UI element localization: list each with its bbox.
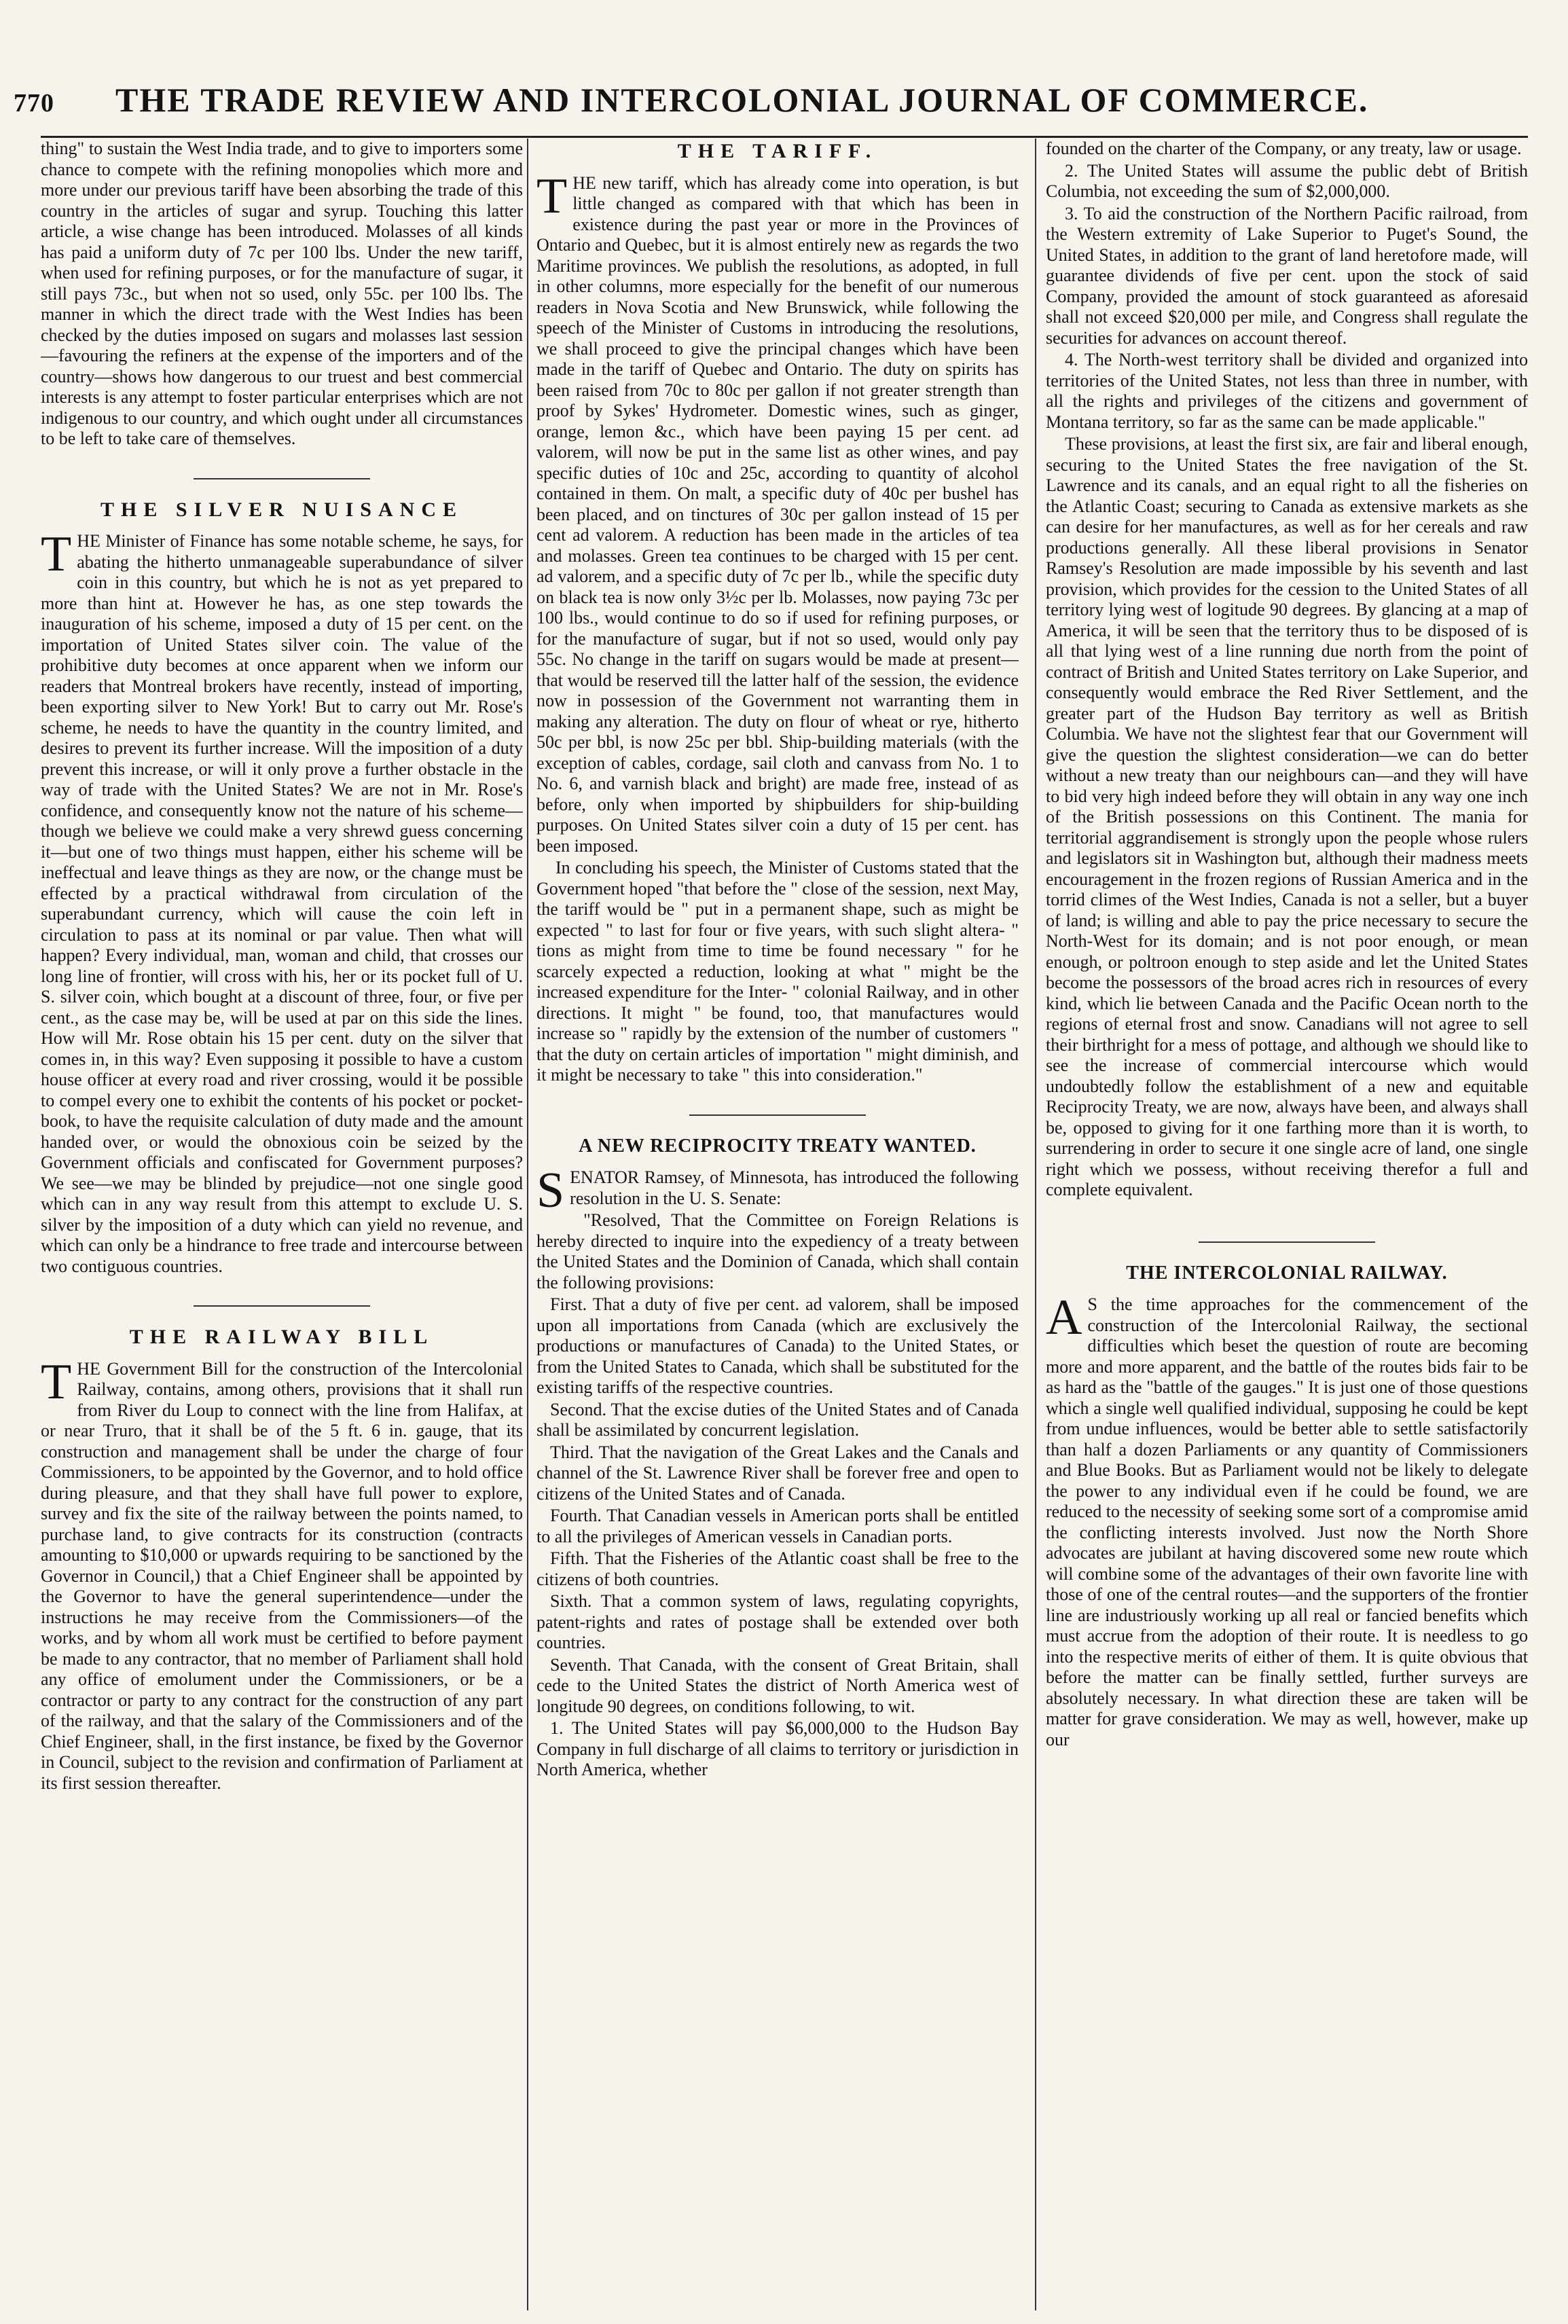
intercolonial-body: AS the time approaches for the commencement of the construction of the Intercolonial Railway, the sectional difficulties which beset the question of route are becoming more and more apparent, and the battle of the routes bids fair to be as hard as the "battle of the gauges." It is just one of those questions which a single well qualified individual, supposing he could be kept from undue influences, would be better able to settle satisfactorily than half a dozen Parliaments or any quantity of Commissioners and Blue Books. But as Parliament would not be likely to delegate the power to any individual even if he could be found, we are reduced to the necessity of seeking some sort of a compromise amid the conflicting interests involved. Just now the North Shore advocates are jubilant at having discovered some new route which will combine some of the advantages of their own favorite line with those of one of the central routes—and the supporters of the frontier line are industriously working up all real or fancied benefits which must accrue from the adoption of their route. It is needless to go into the respective merits of either of them. It is quite obvious that before the matter can be finally settled, further surveys are absolutely necessary. In what direction these are taken will be matter for grave consideration. We may as well, however, make up our: [1046, 1290, 1528, 1749]
article-separator: [1199, 1241, 1375, 1243]
silver-nuisance-heading: THE SILVER NUISANCE: [100, 498, 463, 521]
silver-nuisance-body: THE Minister of Finance has some notable scheme, he says, for abating the hitherto unmanageable superabundance of silver coin in this country, but which he is not as yet prepared to more than hint at. However he has, as one step towards the inauguration of his scheme, imposed a duty of 15 per cent. on the importation of United States silver coin. The value of the prohibitive duty becomes at once apparent when we inform our readers that Montreal brokers have recently, instead of importing, been exporting silver to New York! But to carry out Mr. Rose's scheme, he needs to have the quantity in the country limited, and desires to prevent its further increase. Will the imposition of a duty prevent this increase, or will it only prove a further obstacle in the way of trade with the United States? We are not in Mr. Rose's confidence, and consequently know not the nature of his scheme—though we believe we could make a very shrewd guess concerning it—but one of two things must happen, either his scheme will be ineffectual and leave things as they are now, or the change must be effected by a practical withdrawal from circulation of the superabundant currency, which will cause the coin left in circulation to pass at its nominal or par value. Then what will happen? Every individual, man, woman and child, that crosses our long line of frontier, will cross with his, her or its pocket full of U. S. silver coin, which bought at a discount of three, four, or five per cent., as the case may be, will be used at par on this side the lines. How will Mr. Rose obtain his 15 per cent. duty on the silver that comes in, in this way? Even supposing it possible to have a custom house officer at every road and river crossing, would it be possible to compel every one to exhibit the contents of his pocket or pocket-book, to have the requisite calculation of duty made and the amount handed over, or would the obnoxious coin be seized by the Government officials and confiscated for Government purposes? We see—we may be blinded by prejudice—not one single good which can in any way result from this attempt to exclude U. S. silver by the imposition of a duty which can yield no revenue, and which can only be a hindrance to free trade and intercourse between two contiguous countries.: [41, 526, 523, 1276]
reciprocity-provision: Second. That the excise duties of the United States and of Canada shall be assimilated by concurrent legislation.: [536, 1399, 1019, 1440]
railway-bill-body: THE Government Bill for the construction of the Intercolonial Railway, contains, among others, provisions that it shall run from River du Loup to connect with the line from Halifax, at or near Truro, that it shall be of the 5 ft. 6 in. gauge, that its construction and management shall be under the charge of four Commissioners, to be appointed by the Governor, and to hold office during pleasure, and that they shall have full power to explore, survey and fix the site of the railway between the points named, to purchase land, to give contracts for its construction (contracts amounting to $10,000 or upwards requiring to be sanctioned by the Governor in Council,) that a Chief Engineer shall be appointed by the Governor to have the general superintendence—under the instructions he may receive from the Commissioners—of the works, and by whom all work must be certified to before payment be made to any contractor, that no member of Parliament shall hold any office of emolument under the Commissioners, or be a contractor or party to any contract for the construction of any part of the railway, and that the salary of the Commissioners and of the Chief Engineer, shall, in the first instance, be fixed by the Governor in Council, subject to the revision and confirmation of Parliament at its first session thereafter.: [41, 1354, 523, 1793]
left-column: [41, 139, 523, 2324]
tariff-paragraph: In concluding his speech, the Minister of Customs stated that the Government hoped "that before the " close of the session, next May, the tariff would be " put in a permanent shape, such as might be expected " to last for four or five years, with such slight altera- " tions as might from time to time be found necessary " for he scarcely expected a reduction, looking at what " might be the increased expenditure for the Inter- " colonial Railway, and in other directions. It might " be found, too, that manufactures would increase so " rapidly by the extension of the number of customers " that the duty on certain articles of importation " might diminish, and it might be necessary to take " this into consideration.": [536, 858, 1019, 1085]
column-divider: [1035, 139, 1036, 2310]
reciprocity-continuation: 4. The North-west territory shall be divided and organized into territories of the United States, not less than three in number, with all the rights and privileges of the citizens and government of Montana territory, so far as the same can be made applicable.": [1046, 350, 1528, 432]
reciprocity-provision: Seventh. That Canada, with the consent of Great Britain, shall cede to the United States the district of North America west of longitude 90 degrees, on conditions following, to wit.: [536, 1654, 1019, 1716]
article-separator: [689, 1114, 866, 1116]
right-column: [1046, 139, 1528, 2324]
masthead: [14, 80, 1542, 133]
tariff-heading: THE TARIFF.: [677, 140, 878, 162]
reciprocity-provision: 1. The United States will pay $6,000,000 to the Hudson Bay Company in full discharge of all claims to territory or jurisdiction in North America, whether: [536, 1718, 1019, 1779]
header-rule: [41, 136, 1528, 138]
reciprocity-provision: Third. That the navigation of the Great Lakes and the Canals and channel of the St. Lawrence River shall be forever free and open to citizens of the United States and of Canada.: [536, 1442, 1019, 1504]
reciprocity-continuation: 2. The United States will assume the public debt of British Columbia, not exceeding the sum of $2,000,000.: [1046, 160, 1528, 201]
reciprocity-provision: First. That a duty of five per cent. ad valorem, shall be imposed upon all importations from Canada (which are exclusively the productions or manufactures of Canada) to the United States, or from the United States to Canada, which shall be substituted for the existing tariffs of the respective countries.: [536, 1294, 1019, 1397]
reciprocity-resolved: "Resolved, That the Committee on Foreign Relations is hereby directed to inquire into the expediency of a treaty between the United States and the Dominion of Canada, which shall contain the following provisions:: [536, 1210, 1019, 1292]
reciprocity-continuation: 3. To aid the construction of the Northern Pacific railroad, from the Western extremity of Lake Superior to Puget's Sound, the United States, in addition to the grant of land heretofore made, will guarantee dividends of five per cent. upon the stock of said Company, provided the amount of stock guaranteed as aforesaid shall not exceed $20,000 per mile, and Congress shall regulate the securities for advances on account thereof.: [1046, 203, 1528, 348]
article-separator: [194, 478, 370, 479]
reciprocity-commentary: These provisions, at least the first six, are fair and liberal enough, securing to the United States the free navigation of the St. Lawrence and its canals, and an equal right to all the fisheries on the Atlantic Coast; securing to Canada as extensive markets as she can desire for her manufactures, as well as for her cereals and raw productions generally. All these liberal provisions in Senator Ramsey's Resolution are made impossible by his seventh and last provision, which provides for the cession to the United States of all territory lying west of logitude 90 degrees. By glancing at a map of America, it will be seen that the territory thus to be disposed of is all that lying west of a line running due north from the point of contract of British and United States territory on Lake Superior, and consequently would embrace the Red River Settlement, and the greater part of the Hudson Bay territory as well as British Columbia. We have not the slightest fear that our Government will give the question the slightest consideration—we can do better without a new treaty than our neighbours can—and they will have to bid very high indeed before they will obtain in any way one inch of the British possessions on this Continent. The mania for territorial aggrandisement is strongly upon the people whose rulers and legislators sit in Washington but, although their madness meets encouragement in the frozen regions of Russian America and in the torrid climes of the West Indies, Canada is not a seller, but a buyer of land; is willing and able to pay the price necessary to secure the North-West for its domain; and is not poor enough, or mean enough, or poltroon enough to step aside and let the United States become the possessors of the broad acres rich in resources of every kind, which lie between Canada and the Pacific Ocean north to the regions of eternal frost and snow. Canadians will not agree to sell their birthright for a mess of pottage, and although we should like to see the increase of commercial intercourse which would undoubtedly follow the establishment of a new and equitable Reciprocity Treaty, we are now, always have been, and always shall be, opposed to giving for it one farthing more than it is worth, to surrendering in order to secure it one single acre of land, one single right which we possess, without receiving therefor a full and complete equivalent.: [1046, 434, 1528, 1199]
reciprocity-heading: A NEW RECIPROCITY TREATY WANTED.: [579, 1135, 977, 1157]
page-number: 770: [14, 89, 54, 117]
reciprocity-provision: Fifth. That the Fisheries of the Atlantic coast shall be free to the citizens of both countries.: [536, 1548, 1019, 1589]
article-separator: [194, 1305, 370, 1307]
reciprocity-provision: Fourth. That Canadian vessels in American ports shall be entitled to all the privileges of American vessels in Canadian ports.: [536, 1506, 1019, 1546]
railway-bill-heading: THE RAILWAY BILL: [129, 1326, 435, 1348]
reciprocity-intro: SENATOR Ramsey, of Minnesota, has introduced the following resolution in the U. S. Senate:: [536, 1163, 1019, 1218]
column-divider: [527, 139, 528, 2310]
journal-title: THE TRADE REVIEW AND INTERCOLONIAL JOURNAL OF COMMERCE.: [115, 81, 1369, 119]
middle-column: [536, 139, 1019, 2324]
intercolonial-heading: THE INTERCOLONIAL RAILWAY.: [1126, 1262, 1448, 1284]
article-continuation: thing" to sustain the West India trade, and to give to importers some chance to compete with the refining monopolies which more and more under our previous tariff have been absorbing the trade of this country in the articles of sugar and syrup. Touching this latter article, a wise change has been introduced. Molasses of all kinds has paid a uniform duty of 7c per 100 lbs. Under the new tariff, when used for refining purposes, or for the manufacture of sugar, it still pays 73c., but when not so used, only 55c. per 100 lbs. The manner in which the direct trade with the West Indies has been checked by the duties imposed on sugars and molasses last session—favouring the refiners at the expense of the importers and of the country—shows how dangerous to our truest and best commercial interests is any attempt to foster particular enterprises which are not indigenous to our country, and which ought under all circumstances to be left to take care of themselves.: [41, 139, 523, 448]
tariff-paragraph: THE new tariff, which has already come into operation, is but little changed as compared with that which has been in existence during the past year or more in the Provinces of Ontario and Quebec, but it is almost entirely new as regards the two Maritime provinces. We publish the resolutions, as adopted, in full in other columns, more especially for the benefit of our numerous readers in Nova Scotia and New Brunswick, while following the speech of the Minister of Customs in introducing the resolutions, we shall proceed to give the principal changes which have been made in the tariff of Quebec and Ontario. The duty on spirits has been raised from 70c to 80c per gallon if not greater strength than proof by Sykes' Hydrometer. Domestic wines, such as ginger, orange, lemon &c., which have been paying 15 per cent. ad valorem, will now be put in the same list as other wines, and pay specific duties of 10c and 25c, according to quantity of alcohol contained in them. On malt, a specific duty of 40c per bushel has been placed, and on tinctures of 30c per gallon instead of 15 per cent ad valorem. A reduction has been made in the articles of tea and molasses. Green tea continues to be charged with 15 per cent. ad valorem, and a specific duty of 7c per lb., while the specific duty on black tea is now only 3½c per lb. Molasses, now paying 73c per 100 lbs., would continue to do so if used for refining purposes, or for the manufacture of sugar, but if not so used, would only pay 55c. No change in the tariff on sugars would be made at present—that would be reserved till the latter half of the session, the evidence now in possession of the Government not warranting them in making any alteration. The duty on flour of wheat or rye, hitherto 50c per bbl, is now 25c per bbl. Ship-building materials (with the exception of cables, cordage, sail cloth and canvass from No. 1 to No. 6, and varnish black and bright) are made free, instead of as before, only when imported by shipbuilders for ship-building purposes. On United States silver coin a duty of 15 per cent. has been imposed.: [536, 168, 1019, 856]
reciprocity-continuation: founded on the charter of the Company, or any treaty, law or usage.: [1046, 139, 1522, 158]
reciprocity-provision: Sixth. That a common system of laws, regulating copyrights, patent-rights and rates of postage shall be extended over both countries.: [536, 1591, 1019, 1652]
